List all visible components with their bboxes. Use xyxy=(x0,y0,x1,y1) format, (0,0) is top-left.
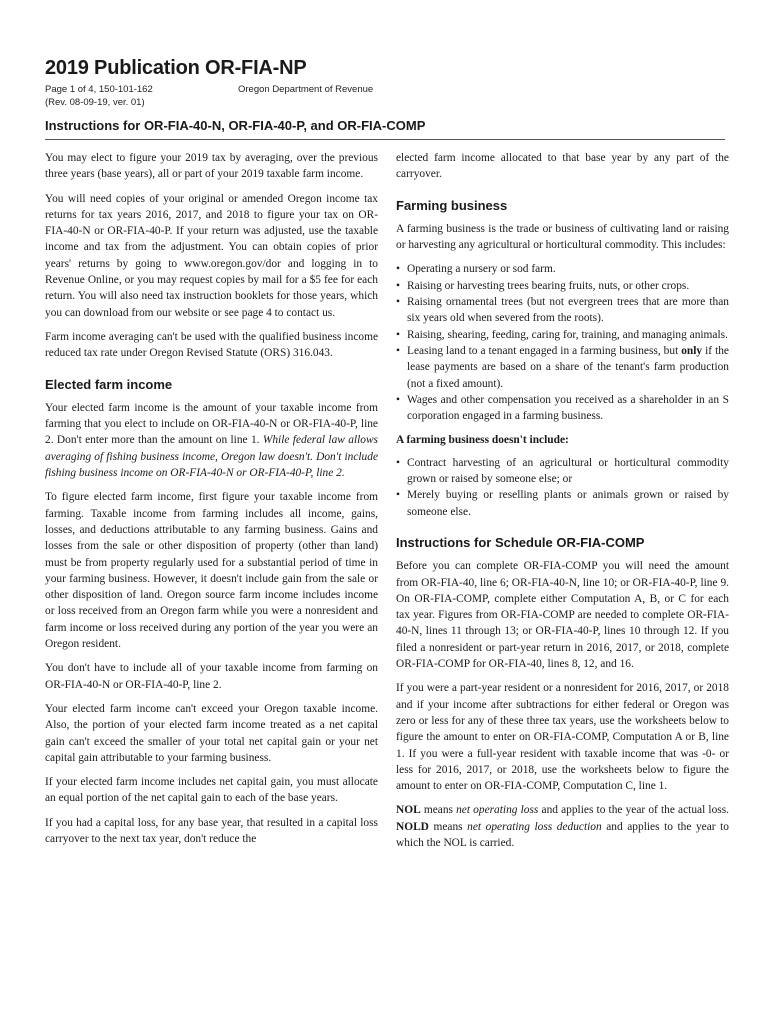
list-item: • Merely buying or reselling plants or animals grown or raised by someone else. xyxy=(396,487,729,520)
leasing-only: only xyxy=(681,344,703,357)
nold-text: means xyxy=(433,820,463,833)
list-item: • Raising, shearing, feeding, caring for, training, and managing animals. xyxy=(396,327,729,343)
does-not-include-heading: A farming business doesn't include: xyxy=(396,434,569,447)
cannot-exceed-paragraph: Your elected farm income can't exceed your Oregon taxable income. Also, the portion of your elected farm income treated as a net capital gain can't exceed the smaller of your total net capital gain or your net capital gain attributable to your farming business. xyxy=(45,702,378,764)
elected-income-text: Your elected farm income is the amount of your taxable income from farming that you elect to include on OR-FIA-40-N or OR-FIA-40-P, line 2. Don't enter more than the amount on line 1. xyxy=(45,401,378,447)
department-name: Oregon Department of Revenue xyxy=(238,84,374,95)
list-item: • Operating a nursery or sod farm. xyxy=(396,261,729,277)
page-info: Page 1 of 4, 150-101-162 xyxy=(45,84,153,95)
instructions-heading: Instructions for OR-FIA-40-N, OR-FIA-40-P, and OR-FIA-COMP xyxy=(45,118,426,133)
list-item: • Raising or harvesting trees bearing fruits, nuts, or other crops. xyxy=(396,278,729,294)
not-all-income-paragraph: You don't have to include all of your taxable income from farming on OR-FIA-40-N or OR-FIA-40-P, line 2. xyxy=(45,662,378,691)
fishing-note: While federal law allows averaging of fishing business income, Oregon law doesn't. Don't include fishing business income on OR-FIA-40-N or OR-FIA-40-P, line 2. xyxy=(45,434,378,480)
heading-divider xyxy=(45,139,725,140)
taxable-farming-paragraph: To figure elected farm income, first figure your taxable income from farming. Taxable income from farming includes all income, gains, losses, and deductions attributable to any farming business. Gains and losses from the sale or other disposition of property (other than land) must be from property regularly used for a substantial period of time in your farming business. However, it doesn't include gain from the sale or other disposition of land. Oregon source farm income includes income or loss received from an Oregon farm while you were a nonresident and farm income or loss received during any portion of the year you were an Oregon resident. xyxy=(45,491,378,651)
capital-gain-paragraph: If your elected farm income includes net capital gain, you must allocate an equal portion of the net capital gain to each of the base years. xyxy=(45,776,378,805)
farming-definition-paragraph: A farming business is the trade or business of cultivating land or raising or harvesting any agricultural or horticultural commodity. This includes: xyxy=(396,222,729,252)
nold-term: NOLD xyxy=(396,820,429,833)
intro-paragraph: You may elect to figure your 2019 tax by averaging, over the previous three years (base years), all or part of your 2019 taxable farm income. xyxy=(45,152,378,181)
nol-term: NOL xyxy=(396,804,421,817)
list-item xyxy=(396,343,729,392)
copies-paragraph: You will need copies of your original or amended Oregon income tax returns for tax years 2016, 2017, and 2018 to figure your tax on OR-FIA-40-N or OR-FIA-40-P. If your return was adjusted, use the taxable income and tax from the adjustment. You can obtain copies of prior years' returns by going to www.oregon.gov/dor and logging in to Revenue Online, or you may request copies by mail for a $5 fee for each return. You will also need tax instruction booklets for those years, which you can download from our website or see page 4 to contact us. xyxy=(45,192,378,319)
nol-definition-paragraph xyxy=(396,802,729,851)
farming-includes-list xyxy=(396,261,729,424)
leasing-text-a: Leasing land to a tenant engaged in a farming business, but xyxy=(407,344,679,357)
nol-text: means xyxy=(423,804,453,817)
elected-income-paragraph xyxy=(45,400,378,481)
qbi-paragraph: Farm income averaging can't be used with the qualified business income reduced tax rate under Oregon Revised Statute (ORS) 316.043. xyxy=(45,330,378,360)
nold-text: and applies to the year to which the NOL is carried. xyxy=(396,820,729,849)
right-column xyxy=(396,150,729,859)
elected-farm-income-heading: Elected farm income xyxy=(45,376,173,392)
leasing-text-b: if the lease payments are based on a share of the tenant's farm production (not a fixed amount). xyxy=(407,344,729,390)
carryover-paragraph: elected farm income allocated to that base year by any part of the carryover. xyxy=(396,152,729,181)
farming-excludes-list xyxy=(396,455,729,520)
nol-text: and applies to the year of the actual loss. xyxy=(541,804,729,817)
list-item: • Wages and other compensation you received as a shareholder in an S corporation engaged in a farming business. xyxy=(396,392,729,425)
nold-definition: net operating loss deduction xyxy=(467,820,602,833)
left-column xyxy=(45,150,378,855)
list-item: • Raising ornamental trees (but not evergreen trees that are more than six years old when severed from the roots). xyxy=(396,294,729,327)
schedule-comp-paragraph: Before you can complete OR-FIA-COMP you will need the amount from OR-FIA-40, line 6; OR-FIA-40-N, line 10; or OR-FIA-40-P, line 9. On OR-FIA-COMP, complete either Computation A, B, or C for each tax year. Figures from OR-FIA-COMP are needed to complete OR-FIA-40-N, lines 11 through 13; or OR-FIA-40-P, lines 10 through 12. If you filed a nonresident or part-year return in 2016, 2017, or 2018, complete OR-FIA-COMP for OR-FIA-40, lines 8, 12, and 16. xyxy=(396,560,729,671)
farming-business-heading: Farming business xyxy=(396,197,508,213)
nol-definition: net operating loss xyxy=(456,804,539,817)
publication-title: 2019 Publication OR-FIA-NP xyxy=(45,57,307,79)
list-item: • Contract harvesting of an agricultural or horticultural commodity grown or raised by someone else; or xyxy=(396,455,729,488)
schedule-comp-heading: Instructions for Schedule OR-FIA-COMP xyxy=(396,534,645,550)
revision-info: (Rev. 08-09-19, ver. 01) xyxy=(45,97,145,108)
capital-loss-paragraph: If you had a capital loss, for any base year, that resulted in a capital loss carryover to the next tax year, don't reduce the xyxy=(45,816,378,845)
part-year-paragraph: If you were a part-year resident or a nonresident for 2016, 2017, or 2018 and if your income after subtractions for either federal or Oregon was zero or less for any of these three tax years, use the worksheets below to figure the amount to enter on OR-FIA-COMP, Computation A or B, line 1. If you were a full-year resident with taxable income that was -0- or less for 2016, 2017, or 2018, use the worksheets below to figure the amount to enter on OR-FIA-COMP, Computation C, line 1. xyxy=(396,682,729,793)
